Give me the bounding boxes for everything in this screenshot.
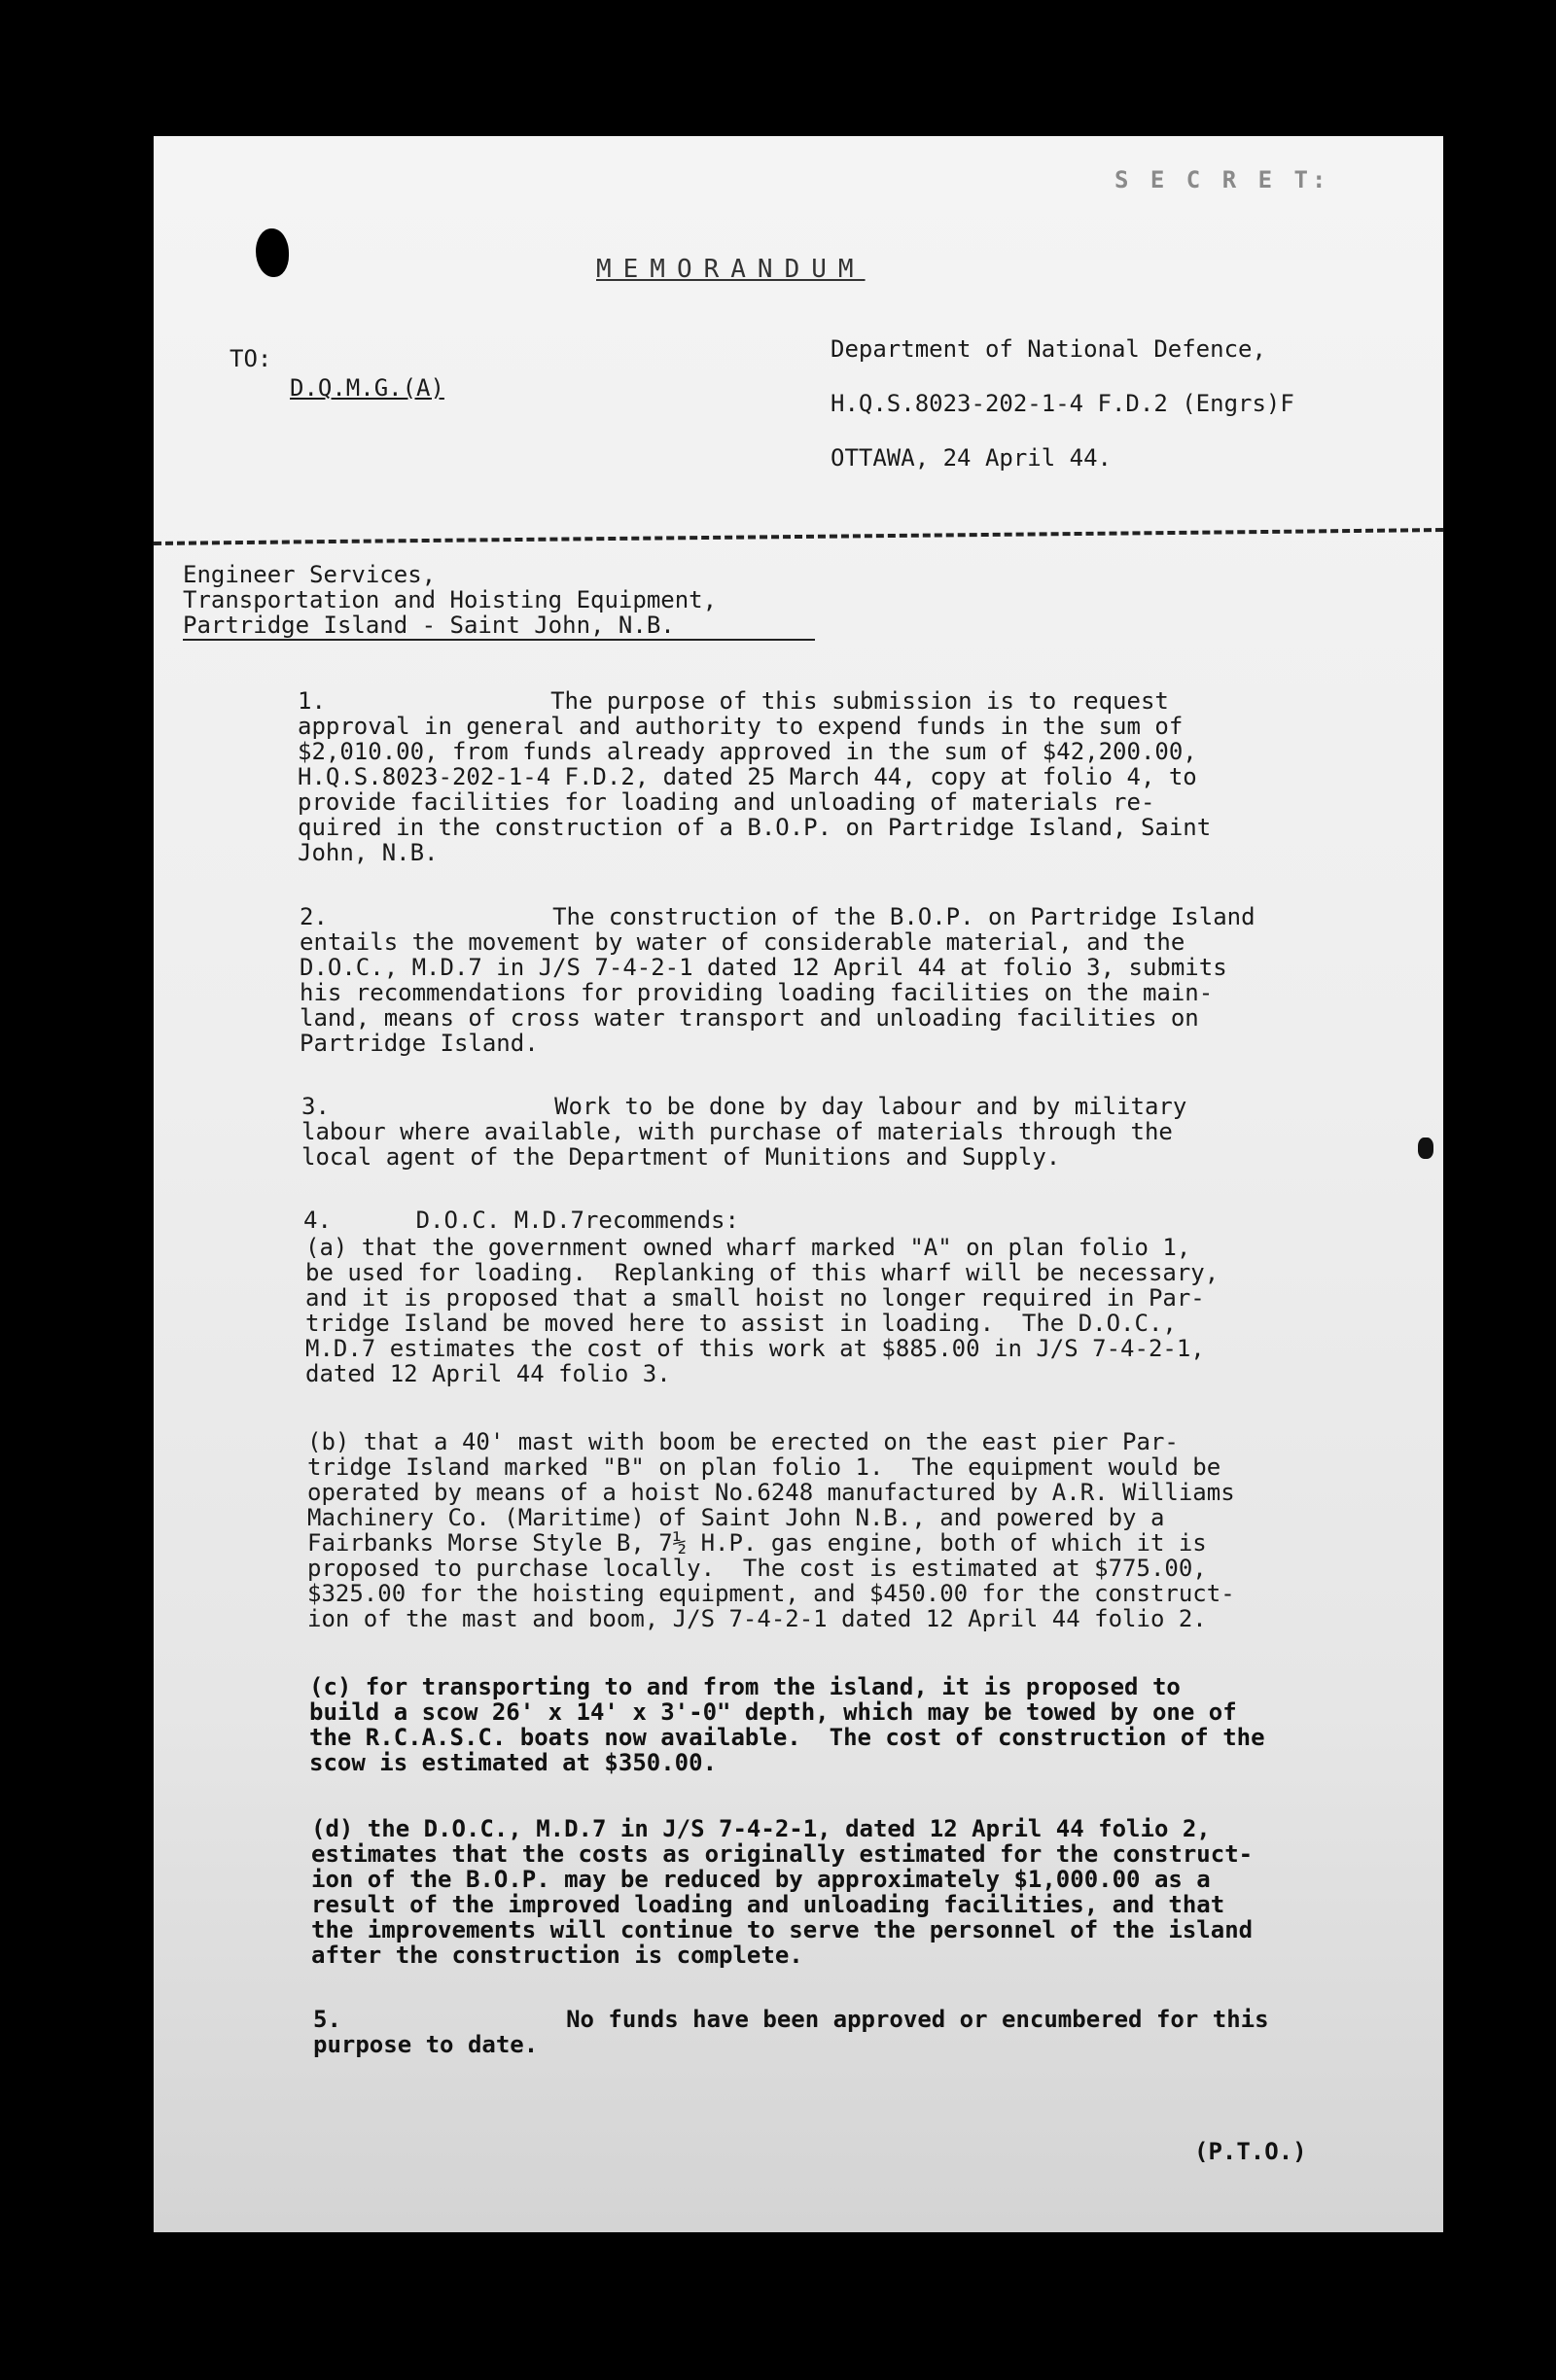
paragraph-2-line: his recommendations for providing loading facilities on the main- [300, 979, 1214, 1006]
paragraph-1-line: approval in general and authority to expend funds in the sum of [298, 713, 1184, 740]
paragraph-4c-line: the R.C.A.S.C. boats now available. The cost of construction of the [309, 1724, 1265, 1751]
paragraph-3-line: local agent of the Department of Munitions and Supply. [301, 1143, 1061, 1171]
paragraph-2-line: Partridge Island. [300, 1030, 539, 1057]
paragraph-1-line: 1. The purpose of this submission is to request [298, 687, 1169, 715]
paragraph-4a-line: and it is proposed that a small hoist no longer required in Par- [305, 1284, 1205, 1312]
paragraph-5-line: 5. No funds have been approved or encumbered for this [313, 2006, 1269, 2033]
paragraph-4c-line: build a scow 26' x 14' x 3'-0" depth, which may be towed by one of [309, 1698, 1237, 1726]
paragraph-4c-line: (c) for transporting to and from the island, it is proposed to [309, 1673, 1181, 1700]
paragraph-4d-line: ion of the B.O.P. may be reduced by approximately $1,000.00 as a [311, 1866, 1211, 1893]
paragraph-4a-line: tridge Island be moved here to assist in loading. The D.O.C., [305, 1310, 1177, 1337]
paragraph-4d-line: the improvements will continue to serve the personnel of the island [311, 1916, 1254, 1943]
paragraph-2-line: 2. The construction of the B.O.P. on Partridge Island [300, 903, 1255, 930]
dashed-separator [154, 528, 1443, 545]
file-reference: H.Q.S.8023-202-1-4 F.D.2 (Engrs)F [831, 390, 1294, 417]
paragraph-4b-line: $325.00 for the hoisting equipment, and $450.00 for the construct- [307, 1580, 1235, 1607]
paragraph-4b-line: Fairbanks Morse Style B, 7½ H.P. gas engine, both of which it is [307, 1529, 1207, 1557]
paragraph-4b-line: proposed to purchase locally. The cost is estimated at $775.00, [307, 1555, 1207, 1582]
paragraph-2-line: land, means of cross water transport and unloading facilities on [300, 1004, 1199, 1032]
memo-title: MEMORANDUM [596, 255, 866, 284]
paragraph-4d-line: after the construction is complete. [311, 1942, 803, 1969]
subject-line-1: Engineer Services, [183, 561, 437, 588]
paragraph-4a-line: M.D.7 estimates the cost of this work at $885.00 in J/S 7-4-2-1, [305, 1335, 1205, 1362]
to-label: TO: [230, 345, 272, 372]
paragraph-2-line: D.O.C., M.D.7 in J/S 7-4-2-1 dated 12 April 44 at folio 3, submits [300, 954, 1227, 981]
margin-ink-mark [1418, 1138, 1433, 1159]
paragraph-4d-line: estimates that the costs as originally estimated for the construct- [311, 1840, 1254, 1868]
paragraph-4a-line: dated 12 April 44 folio 3. [305, 1360, 671, 1387]
paragraph-4c-line: scow is estimated at $350.00. [309, 1749, 718, 1776]
memo-date: OTTAWA, 24 April 44. [831, 444, 1112, 472]
classification-marking: S E C R E T: [1114, 166, 1330, 193]
please-turn-over-note: (P.T.O.) [1194, 2138, 1307, 2165]
paragraph-4a-line: be used for loading. Replanking of this wharf will be necessary, [305, 1259, 1220, 1286]
paragraph-1-line: John, N.B. [298, 839, 439, 866]
subject-line-2: Transportation and Hoisting Equipment, [183, 586, 718, 613]
paragraph-1-line: quired in the construction of a B.O.P. on Partridge Island, Saint [298, 814, 1212, 841]
paragraph-1-line: $2,010.00, from funds already approved in the sum of $42,200.00, [298, 738, 1197, 765]
paragraph-4b-line: (b) that a 40' mast with boom be erected on the east pier Par- [307, 1428, 1179, 1455]
paragraph-4b-line: operated by means of a hoist No.6248 manufactured by A.R. Williams [307, 1479, 1235, 1506]
paragraph-1-line: provide facilities for loading and unloading of materials re- [298, 788, 1155, 816]
paragraph-4b-line: Machinery Co. (Maritime) of Saint John N.B., and powered by a [307, 1504, 1165, 1531]
paragraph-2-line: entails the movement by water of considerable material, and the [300, 928, 1185, 956]
paragraph-4b-line: tridge Island marked "B" on plan folio 1. The equipment would be [307, 1453, 1221, 1481]
paragraph-4a-line: (a) that the government owned wharf marked "A" on plan folio 1, [305, 1234, 1191, 1261]
paragraph-4d-line: result of the improved loading and unloading facilities, and that [311, 1891, 1225, 1918]
subject-line-3: Partridge Island - Saint John, N.B. [183, 612, 675, 639]
department-line: Department of National Defence, [831, 335, 1266, 363]
to-recipient: D.Q.M.G.(A) [290, 374, 444, 402]
subject-underline [183, 639, 815, 641]
paragraph-4b-line: ion of the mast and boom, J/S 7-4-2-1 dated 12 April 44 folio 2. [307, 1605, 1207, 1632]
paragraph-5-line: purpose to date. [313, 2031, 539, 2058]
paragraph-3-line: 3. Work to be done by day labour and by military [301, 1093, 1187, 1120]
paragraph-1-line: H.Q.S.8023-202-1-4 F.D.2, dated 25 March 44, copy at folio 4, to [298, 763, 1197, 790]
memo-page [154, 136, 1443, 2232]
punch-hole-mark [256, 228, 289, 277]
paragraph-4-heading: 4. D.O.C. M.D.7recommends: [303, 1207, 739, 1234]
paragraph-3-line: labour where available, with purchase of materials through the [301, 1118, 1173, 1145]
paragraph-4d-line: (d) the D.O.C., M.D.7 in J/S 7-4-2-1, dated 12 April 44 folio 2, [311, 1815, 1211, 1842]
